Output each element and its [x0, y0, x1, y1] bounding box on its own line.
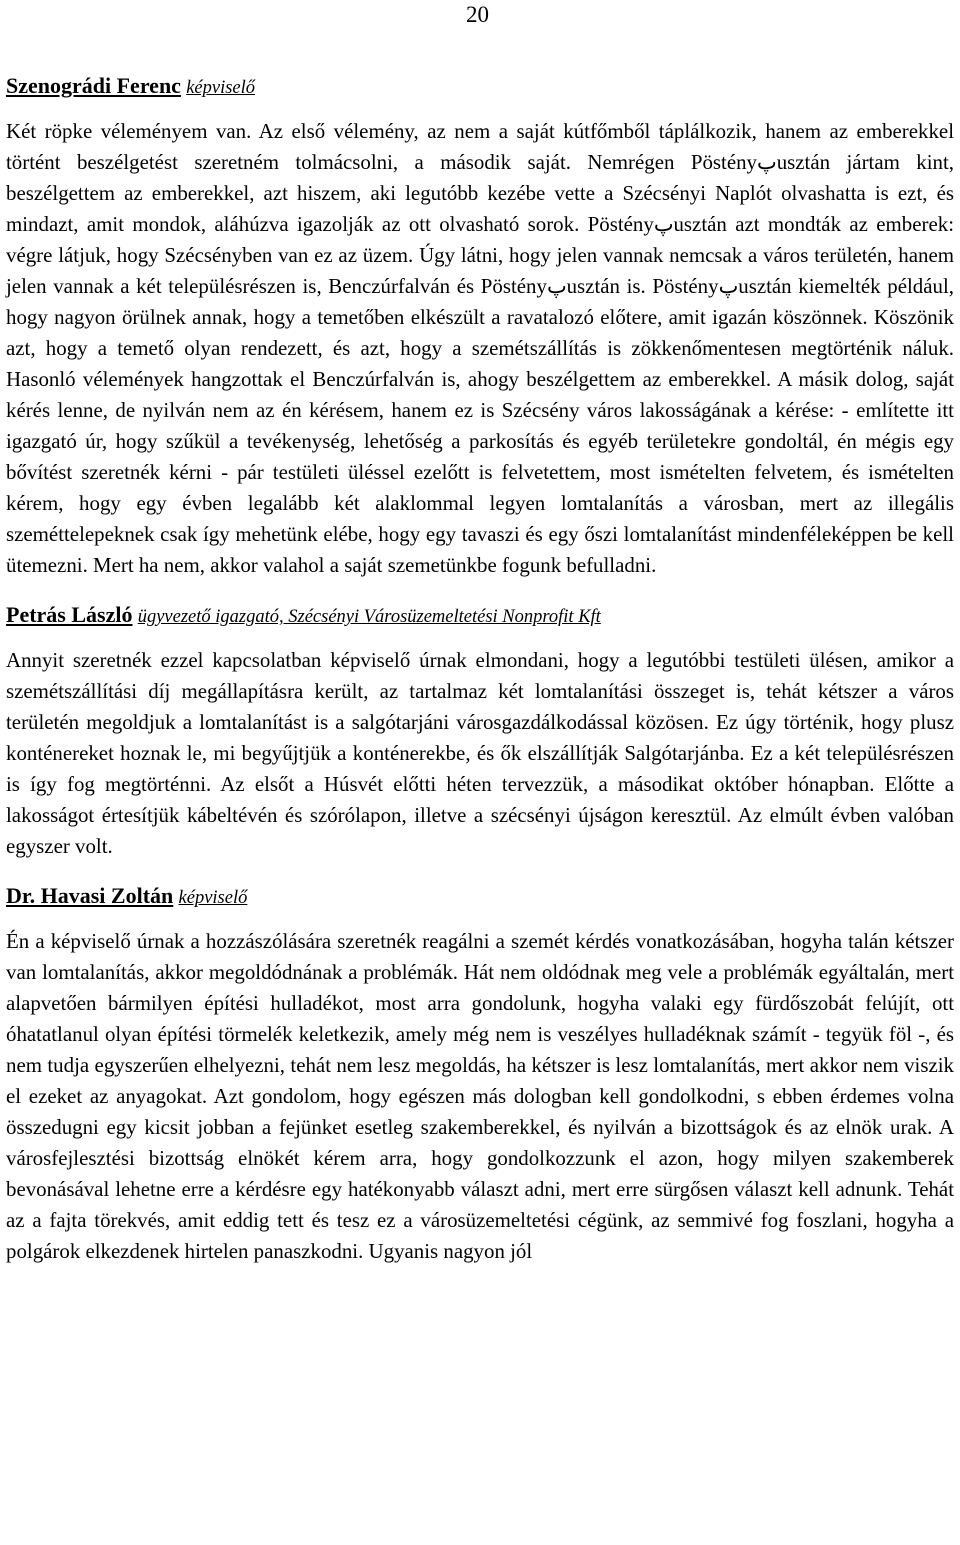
speaker-name: Petrás László [6, 602, 133, 627]
speaker-role: képviselő [186, 78, 256, 98]
speech-paragraph: Két röpke véleményem van. Az első vélemény, az nem a saját kútfőmből táplálkozik, hanem az emberekkel történt beszélgetést szeretném tolmácsolni, a második saját. Nemrégen Pöstényپusztán jártam kint, beszélgettem az emberekkel, azt hiszem, aki legutóbb kezébe vette a Szécsényi Naplót olvashatta is ezt, és mindazt, amit mondok, aláhúzva igazolják az ott olvasható sorok. Pöstényپusztán azt mondták az emberek: végre látjuk, hogy Szécsényben van ez az üzem. Úgy látni, hogy jelen vannak nemcsak a város területén, hanem jelen vannak a két településrészen is, Benczúrfalván és Pöstényپusztán is. Pöstényپusztán kiemelték például, hogy nagyon örülnek annak, hogy a temetőben elkészült a ravatalozó előtere, amit igazán köszönnek. Köszönik azt, hogy a temető olyan rendezett, és azt, hogy a szemétszállítás is zökkenőmentesen megtörténik náluk. Hasonló vélemények hangzottak el Benczúrfalván is, ahogy beszélgettem az emberekkel. A másik dolog, saját kérés lenne, de nyilván nem az én kérésem, hanem ez is Szécsény város lakosságának a kérése: - említette itt igazgató úr, hogy szűkül a tevékenység, lehetőség a parkosítás és egyéb területekre gondoltál, én mégis egy bővítést szeretnék kérni - pár testületi üléssel ezelőtt is felvetettem, most ismételten felvetem, és ismételten kérem, hogy egy évben legalább két alaklommal legyen lomtalanítás a városban, mert az illegális szeméttelepeknek csak így mehetünk elébe, hogy egy tavaszi és egy őszi lomtalanítást mindenféleképpen be kell ütemezni. Mert ha nem, akkor valahol a saját szemetünkbe fogunk befulladni. [6, 119, 954, 577]
speaker-role: képviselő [178, 888, 248, 908]
speaker-block-1 [6, 70, 954, 581]
speech-paragraph: Annyit szeretnék ezzel kapcsolatban képviselő úrnak elmondani, hogy a legutóbbi testületi ülésen, amikor a szemétszállítási díj megállapításra került, az tartalmaz két lomtalanítási összeget is, tehát kétszer a város területén megoldjuk a lomtalanítást is a salgótarjáni városgazdálkodással közösen. Ez úgy történik, hogy plusz konténereket hoznak le, mi begyűjtjük a konténerekbe, és ők elszállítják Salgótarjánba. Ez a két településrészen is így fog megtörténni. Az elsőt a Húsvét előtti héten tervezzük, a másodikat október hónapban. Előtte a lakosságot értesítjük kábeltévén és szórólapon, illetve a szécsényi újságon keresztül. Az elmúlt évben valóban egyszer volt. [6, 648, 954, 858]
speaker-heading [6, 599, 954, 633]
speaker-heading [6, 70, 954, 104]
speech-paragraph: Én a képviselő úrnak a hozzászólására szeretnék reagálni a szemét kérdés vonatkozásában, hogyha talán kétszer van lomtalanítás, akkor megoldódnának a problémák. Hát nem oldódnak meg vele a problémák egyáltalán, mert alapvetően bármilyen építési hulladékot, most arra gondolunk, hogyha valaki egy fürdőszobát felújít, ott óhatatlanul olyan építési törmelék keletkezik, amely még nem is veszélyes hulladéknak számít - tegyük föl -, és nem tudja egyszerűen elhelyezni, tehát nem lesz megoldás, ha kétszer is lesz lomtalanítás, mert akkor nem viszik el ezeket az anyagokat. Azt gondolom, hogy egészen más dologban kell gondolkodni, s ebben érdemes volna összedugni egy kicsit jobban a fejünket esetleg szakemberekkel, és nyilván a bizottságok és az elnök urak. A városfejlesztési bizottság elnökét kérem arra, hogy gondolkozzunk el azon, hogy milyen szakemberek bevonásával lehetne erre a kérdésre egy hatékonyabb választ adni, mert erre sürgősen választ kell adnunk. Tehát az a fajta törekvés, amit eddig tett és tesz ez a városüzemeltetési cégünk, az semmivé fog foszlani, hogyha a polgárok elkezdenek hirtelen panaszkodni. Ugyanis nagyon jól [6, 929, 954, 1263]
speaker-name: Dr. Havasi Zoltán [6, 883, 174, 908]
speaker-name: Szenográdi Ferenc [6, 73, 181, 98]
speaker-block-2 [6, 599, 954, 862]
speaker-heading [6, 880, 954, 914]
document-body [6, 70, 954, 1285]
speaker-block-3 [6, 880, 954, 1267]
speaker-role: ügyvezető igazgató, Szécsényi Városüzemeltetési Nonprofit Kft [137, 607, 601, 627]
page-number: 20 [466, 2, 489, 27]
